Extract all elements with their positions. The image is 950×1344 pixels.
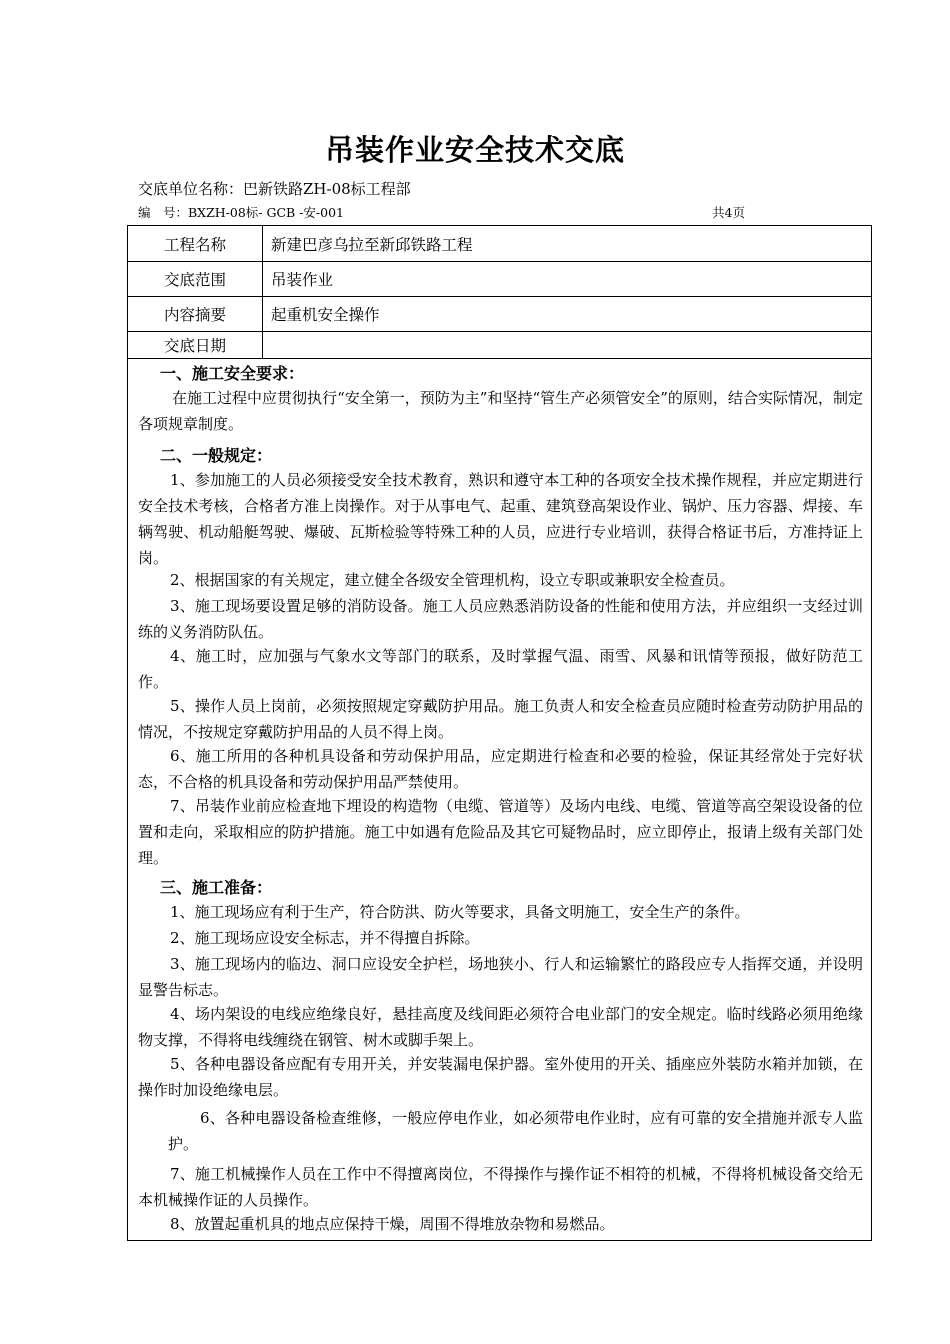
section-heading: 二、一般规定： bbox=[160, 446, 273, 465]
document-title: 吊装作业安全技术交底 bbox=[324, 133, 625, 167]
list-item: 4、场内架设的电线应绝缘良好，悬挂高度及线间距必须符合电业部门的安全规定。临时线路必须用绝缘物支撑，不得将电线缠绕在钢管、树木或脚手架上。 bbox=[138, 1005, 863, 1049]
list-item: 7、吊装作业前应检查地下埋设的构造物（电缆、管道等）及场内电线、电缆、管道等高空架设设备的位置和走向，采取相应的防护措施。施工中如遇有危险品及其它可疑物品时，应立即停止，报请上级有关部门处理。 bbox=[138, 797, 863, 867]
disclosure-table bbox=[127, 225, 872, 1241]
info-row-summary bbox=[128, 297, 871, 332]
page-count: 共4页 bbox=[712, 205, 745, 220]
list-item: 5、各种电器设备应配有专用开关，并安装漏电保护器。室外使用的开关、插座应外装防水箱并加锁，在操作时加设绝缘电层。 bbox=[138, 1055, 863, 1099]
info-value: 新建巴彦乌拉至新邱铁路工程 bbox=[271, 235, 473, 254]
info-label: 交底日期 bbox=[128, 332, 263, 358]
document-number: 编 号：BXZH-08标- GCB -安-001 bbox=[138, 205, 345, 220]
section-heading: 三、施工准备： bbox=[160, 878, 273, 897]
info-label: 交底范围 bbox=[128, 262, 263, 296]
info-label: 工程名称 bbox=[128, 226, 263, 261]
info-row-project bbox=[128, 226, 871, 262]
list-item: 6、各种电器设备检查维修，一般应停电作业，如必须带电作业时，应有可靠的安全措施并派专人监护。 bbox=[168, 1109, 863, 1153]
unit-name: 交底单位名称：巴新铁路ZH-08标工程部 bbox=[138, 180, 411, 198]
section-paragraph: 在施工过程中应贯彻执行“安全第一，预防为主”和坚持“管生产必须管安全”的原则，结合实际情况，制定各项规章制度。 bbox=[138, 389, 863, 433]
list-item: 3、施工现场要设置足够的消防设备。施工人员应熟悉消防设备的性能和使用方法，并应组织一支经过训练的义务消防队伍。 bbox=[138, 597, 863, 641]
list-item: 1、施工现场应有利于生产，符合防洪、防火等要求，具备文明施工，安全生产的条件。 bbox=[170, 903, 750, 921]
info-row-date bbox=[128, 332, 871, 359]
list-item: 3、施工现场内的临边、洞口应设安全护栏，场地狭小、行人和运输繁忙的路段应专人指挥交通，并设明显警告标志。 bbox=[138, 955, 863, 999]
info-value: 起重机安全操作 bbox=[271, 306, 380, 324]
list-item: 5、操作人员上岗前，必须按照规定穿戴防护用品。施工负责人和安全检查员应随时检查劳动防护用品的情况，不按规定穿戴防护用品的人员不得上岗。 bbox=[138, 697, 863, 741]
list-item: 1、参加施工的人员必须接受安全技术教育，熟识和遵守本工种的各项安全技术操作规程，并应定期进行安全技术考核，合格者方准上岗操作。对于从事电气、起重、建筑登高架设作业、锅炉、压力容器、焊接、车辆驾驶、机动船艇驾驶、爆破、瓦斯检验等特殊工种的人员，应进行专业培训，获得合格证书后，方准持证上岗。 bbox=[138, 471, 863, 567]
list-item: 7、施工机械操作人员在工作中不得擅离岗位，不得操作与操作证不相符的机械，不得将机械设备交给无本机械操作证的人员操作。 bbox=[138, 1165, 863, 1209]
list-item: 2、施工现场应设安全标志，并不得擅自拆除。 bbox=[170, 929, 480, 947]
info-label: 内容摘要 bbox=[128, 297, 263, 331]
list-item: 2、根据国家的有关规定，建立健全各级安全管理机构，设立专职或兼职安全检查员。 bbox=[170, 571, 735, 589]
list-item: 6、施工所用的各种机具设备和劳动保护用品，应定期进行检查和必要的检验，保证其经常处于完好状态，不合格的机具设备和劳动保护用品严禁使用。 bbox=[138, 747, 863, 791]
section-heading: 一、施工安全要求： bbox=[160, 364, 305, 383]
list-item: 4、施工时，应加强与气象水文等部门的联系，及时掌握气温、雨雪、风暴和讯情等预报，做好防范工作。 bbox=[138, 647, 863, 691]
info-value: 吊装作业 bbox=[271, 271, 334, 289]
list-item: 8、放置起重机具的地点应保持干燥，周围不得堆放杂物和易燃品。 bbox=[170, 1215, 615, 1233]
info-row-scope bbox=[128, 262, 871, 297]
